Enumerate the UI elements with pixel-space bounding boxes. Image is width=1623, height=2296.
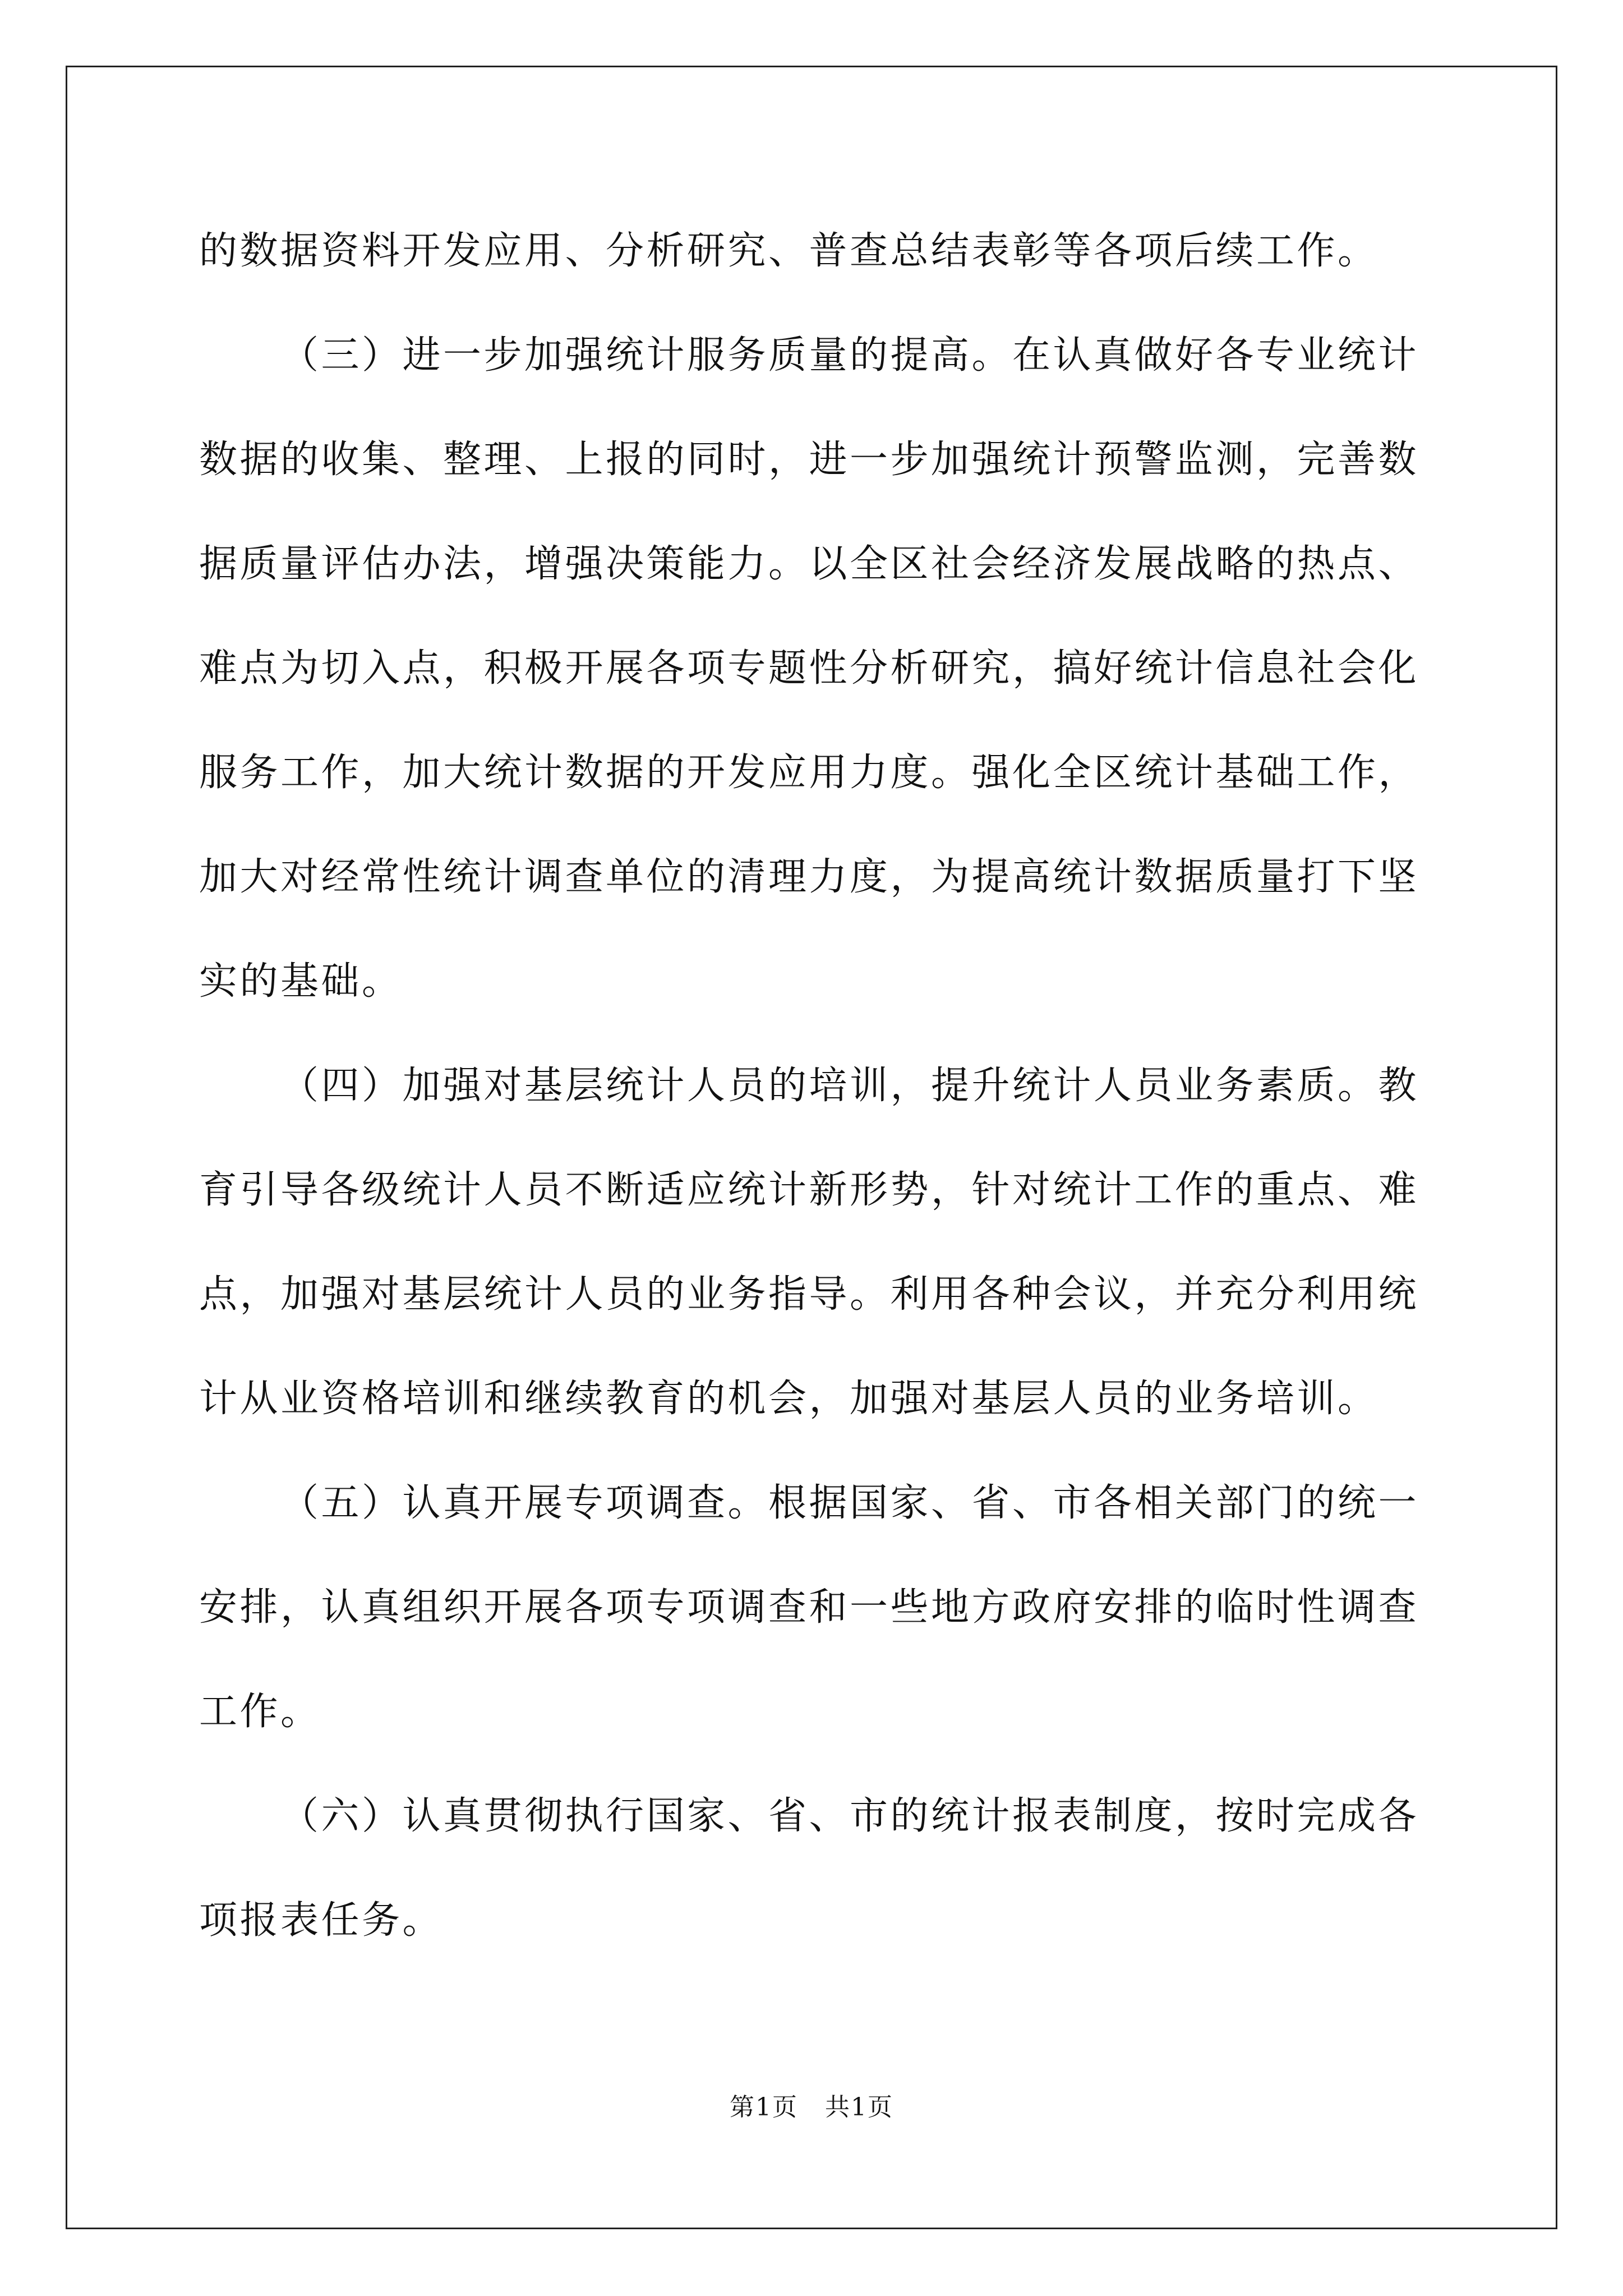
text-line: 数据的收集、整理、上报的同时，进一步加强统计预警监测，完善数 (199, 438, 1419, 482)
text-line: 实的基础。 (199, 959, 403, 1004)
text-line: （三）进一步加强统计服务质量的提高。在认真做好各专业统计 (280, 333, 1419, 378)
text-line: 工作。 (199, 1690, 321, 1734)
text-line: 难点为切入点，积极开展各项专题性分析研究，搞好统计信息社会化 (199, 646, 1419, 691)
text-line: （五）认真开展专项调查。根据国家、省、市各相关部门的统一 (280, 1481, 1419, 1525)
text-line: 计从业资格培训和继续教育的机会，加强对基层人员的业务培训。 (199, 1377, 1378, 1421)
text-line: 育引导各级统计人员不断适应统计新形势，针对统计工作的重点、难 (199, 1168, 1419, 1212)
text-line: 的数据资料开发应用、分析研究、普查总结表彰等各项后续工作。 (199, 229, 1378, 273)
text-line: （四）加强对基层统计人员的培训，提升统计人员业务素质。教 (280, 1064, 1419, 1108)
page-number-footer: 第1页 共1页 (730, 2093, 893, 2122)
text-line: 点，加强对基层统计人员的业务指导。利用各种会议，并充分利用统 (199, 1272, 1419, 1317)
text-line: 项报表任务。 (199, 1898, 444, 1943)
text-line: 安排，认真组织开展各项专项调查和一些地方政府安排的临时性调查 (199, 1585, 1419, 1630)
text-line: 服务工作，加大统计数据的开发应用力度。强化全区统计基础工作， (199, 751, 1419, 795)
document-body (199, 199, 1419, 1973)
text-line: （六）认真贯彻执行国家、省、市的统计报表制度，按时完成各 (280, 1794, 1419, 1838)
text-line: 据质量评估办法，增强决策能力。以全区社会经济发展战略的热点、 (199, 542, 1419, 586)
text-line: 加大对经常性统计调查单位的清理力度，为提高统计数据质量打下坚 (199, 855, 1419, 899)
